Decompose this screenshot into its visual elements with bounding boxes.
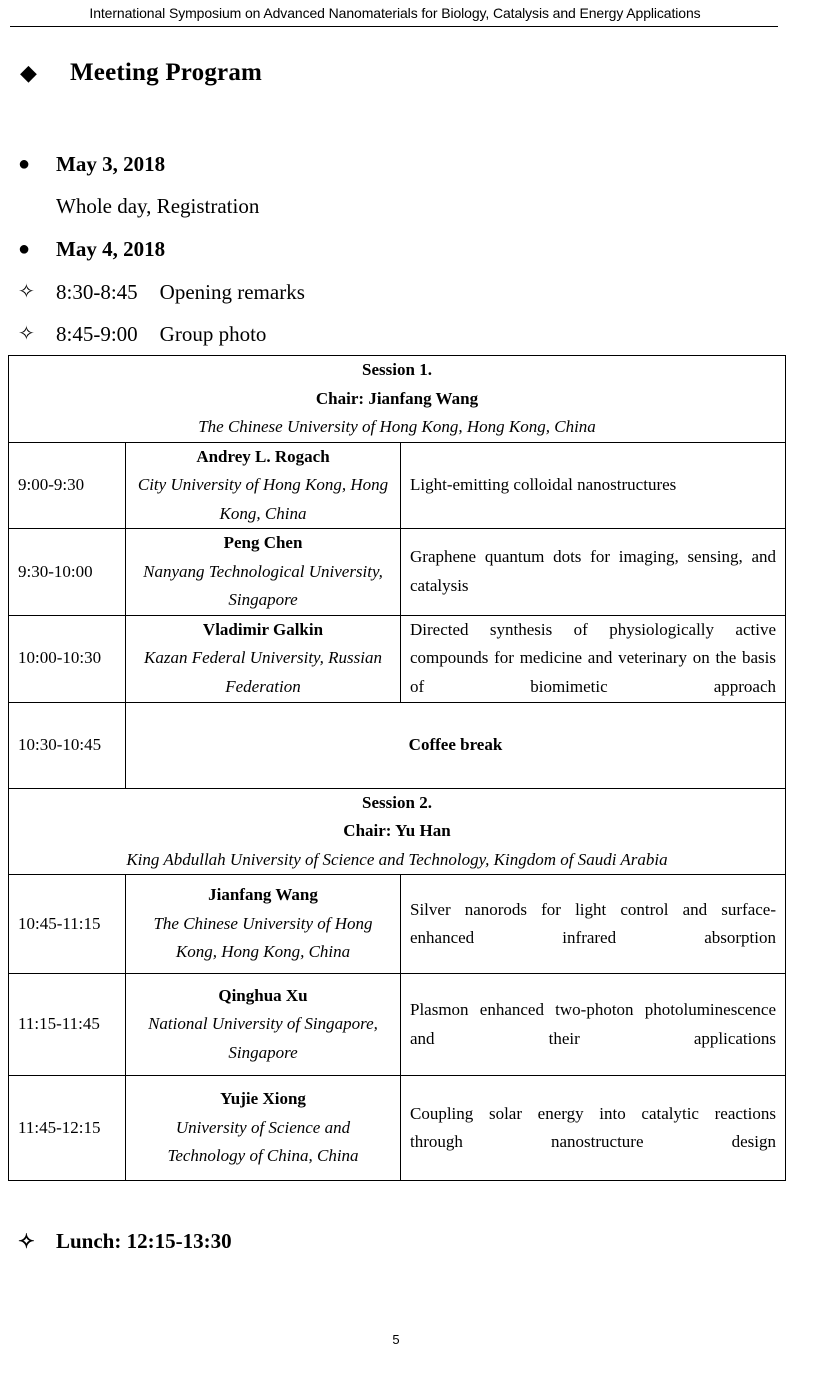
session-chair: Chair: Yu Han — [343, 821, 451, 840]
speaker-affiliation: The Chinese University of Hong Kong, Hong Kong, China — [153, 913, 373, 962]
speaker-name: Qinghua Xu — [218, 985, 308, 1005]
day-date: May 4, 2018 — [56, 237, 166, 261]
speaker-name: Peng Chen — [223, 533, 303, 552]
session-chair-affiliation: King Abdullah University of Science and Technology, Kingdom of Saudi Arabia — [126, 849, 668, 869]
speaker-name: Jianfang Wang — [208, 885, 318, 905]
session-chair-affiliation: The Chinese University of Hong Kong, Hong Kong, China — [198, 417, 596, 436]
talk-time: 10:00-10:30 — [9, 615, 126, 702]
coffee-break-time: 10:30-10:45 — [9, 702, 126, 788]
lunch-label: Lunch: 12:15-13:30 — [56, 1229, 232, 1253]
day-item — [18, 150, 165, 178]
talk-speaker-cell — [126, 974, 401, 1076]
coffee-break-row — [9, 702, 786, 788]
speaker-name: Yujie Xiong — [220, 1089, 306, 1109]
talk-speaker-cell — [126, 442, 401, 529]
talk-time: 11:15-11:45 — [9, 974, 126, 1076]
day-item — [18, 235, 165, 263]
table-row — [9, 442, 786, 529]
talk-title: Directed synthesis of physiologically active compounds for medicine and veterinary on the basis of biomimetic approach — [401, 615, 786, 702]
table-row — [9, 875, 786, 974]
talk-title: Silver nanorods for light control and surface-enhanced infrared absorption — [401, 875, 786, 974]
talk-title: Light-emitting colloidal nanostructures — [401, 442, 786, 529]
diamond-bullet-icon: ◆ — [20, 60, 37, 85]
coffee-break-label: Coffee break — [126, 702, 786, 788]
bullet-icon: ● — [18, 238, 31, 260]
page-number: 5 — [392, 1332, 400, 1347]
session-header — [9, 788, 786, 875]
schedule-item — [18, 278, 305, 306]
session-header — [9, 356, 786, 443]
speaker-name: Andrey L. Rogach — [196, 446, 330, 466]
table-row — [9, 529, 786, 616]
header-rule — [10, 26, 778, 27]
speaker-affiliation: Kazan Federal University, Russian Federation — [144, 648, 382, 696]
speaker-affiliation: National University of Singapore, Singapore — [148, 1014, 378, 1062]
lunch-item — [18, 1229, 232, 1254]
four-point-star-icon: ✧ — [18, 281, 35, 303]
table-row — [9, 1076, 786, 1181]
schedule-time: 8:30-8:45 — [56, 280, 138, 304]
running-header: International Symposium on Advanced Nanomaterials for Biology, Catalysis and Energy Applications — [89, 5, 701, 21]
schedule-event: Opening remarks — [159, 280, 305, 304]
session-chair: Chair: Jianfang Wang — [315, 388, 479, 408]
talk-title: Coupling solar energy into catalytic reactions through nanostructure design — [401, 1076, 786, 1181]
talk-speaker-cell — [126, 529, 401, 616]
talk-time: 9:30-10:00 — [9, 529, 126, 616]
schedule-event: Group photo — [159, 322, 267, 346]
speaker-affiliation: City University of Hong Kong, Hong Kong, China — [137, 475, 389, 523]
speaker-affiliation: University of Science and Technology of China, China — [167, 1117, 359, 1166]
talk-speaker-cell — [126, 875, 401, 974]
program-table — [8, 355, 786, 1181]
table-row — [9, 974, 786, 1076]
session-title: Session 2. — [362, 792, 432, 812]
table-row — [9, 615, 786, 702]
talk-title: Plasmon enhanced two-photon photoluminescence and their applications — [401, 974, 786, 1076]
speaker-name: Vladimir Galkin — [202, 619, 324, 639]
bullet-icon: ● — [18, 153, 31, 175]
speaker-affiliation: Nanyang Technological University, Singapore — [143, 561, 383, 609]
session-header-row — [9, 788, 786, 875]
talk-time: 11:45-12:15 — [9, 1076, 126, 1181]
four-point-star-icon: ✧ — [18, 323, 35, 345]
talk-speaker-cell — [126, 615, 401, 702]
section-heading — [20, 58, 262, 88]
session-header-row — [9, 356, 786, 443]
day-date: May 3, 2018 — [56, 152, 166, 176]
schedule-item — [18, 320, 266, 348]
session-title: Session 1. — [362, 360, 432, 379]
day-note: Whole day, Registration — [56, 194, 260, 218]
page-title: Meeting Program — [70, 59, 263, 86]
talk-speaker-cell — [126, 1076, 401, 1181]
talk-time: 9:00-9:30 — [9, 442, 126, 529]
schedule-time: 8:45-9:00 — [56, 322, 138, 346]
four-point-star-icon: ✧ — [18, 1231, 35, 1253]
talk-title: Graphene quantum dots for imaging, sensing, and catalysis — [401, 529, 786, 616]
talk-time: 10:45-11:15 — [9, 875, 126, 974]
